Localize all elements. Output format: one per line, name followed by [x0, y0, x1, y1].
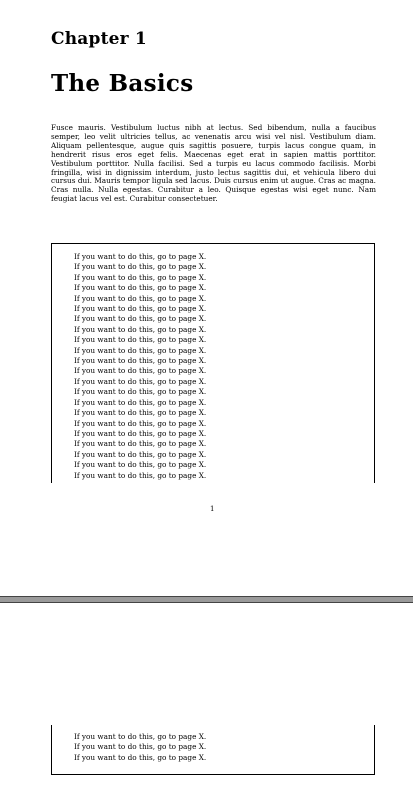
box-line: If you want to do this, go to page X.	[74, 345, 207, 355]
chapter-title: The Basics	[51, 70, 194, 97]
box-line: If you want to do this, go to page X.	[74, 387, 207, 397]
box-list-continued	[74, 732, 206, 763]
framed-box-top	[51, 243, 375, 483]
box-line: If you want to do this, go to page X.	[74, 356, 207, 366]
box-line: If you want to do this, go to page X.	[74, 376, 207, 386]
box-line: If you want to do this, go to page X.	[74, 752, 207, 762]
box-line: If you want to do this, go to page X.	[74, 304, 207, 314]
box-line: If you want to do this, go to page X.	[74, 272, 207, 282]
box-line: If you want to do this, go to page X.	[74, 293, 207, 303]
box-line: If you want to do this, go to page X.	[74, 262, 207, 272]
box-line: If you want to do this, go to page X.	[74, 335, 207, 345]
box-line: If you want to do this, go to page X.	[74, 283, 207, 293]
box-line: If you want to do this, go to page X.	[74, 366, 207, 376]
box-line: If you want to do this, go to page X.	[74, 408, 207, 418]
chapter-label: Chapter 1	[51, 29, 147, 49]
box-line: If you want to do this, go to page X.	[74, 428, 207, 438]
box-line: If you want to do this, go to page X.	[74, 470, 207, 480]
body-paragraph: Fusce mauris. Vestibulum luctus nibh at lectus. Sed bibendum, nulla a faucibus semper, leo velit ultricies tellus, ac venenatis arcu wisi vel nisl. Vestibulum diam. Aliquam pellentesque, augue quis sagittis posuere, turpis lacus congue quam, in hendrerit risus eros eget felis. Maecenas eget erat in sapien mattis porttitor. Vestibulum porttitor. Nulla facilisi. Sed a turpis eu lacus commodo facilisis. Morbi fringilla, wisi in dignissim interdum, justo lectus sagittis dui, et vehicula libero dui cursus dui. Mauris tempor ligula sed lacus. Duis cursus enim ut augue. Cras ac magna. Cras nulla. Nulla egestas. Curabitur a leo. Quisque egestas wisi eget nunc. Nam feugiat lacus vel est. Curabitur consectetuer.	[51, 123, 376, 204]
page-number: 1	[210, 505, 215, 513]
page-divider	[0, 596, 413, 603]
box-line: If you want to do this, go to page X.	[74, 449, 207, 459]
box-line: If you want to do this, go to page X.	[74, 439, 207, 449]
box-line: If you want to do this, go to page X.	[74, 418, 207, 428]
box-line: If you want to do this, go to page X.	[74, 742, 207, 752]
box-list	[74, 252, 206, 481]
box-line: If you want to do this, go to page X.	[74, 324, 207, 334]
page-2	[0, 603, 413, 809]
box-line: If you want to do this, go to page X.	[74, 397, 207, 407]
box-line: If you want to do this, go to page X.	[74, 252, 207, 261]
box-line: If you want to do this, go to page X.	[74, 460, 207, 470]
box-line: If you want to do this, go to page X.	[74, 732, 207, 741]
box-line: If you want to do this, go to page X.	[74, 314, 207, 324]
framed-box-continued	[51, 725, 375, 775]
